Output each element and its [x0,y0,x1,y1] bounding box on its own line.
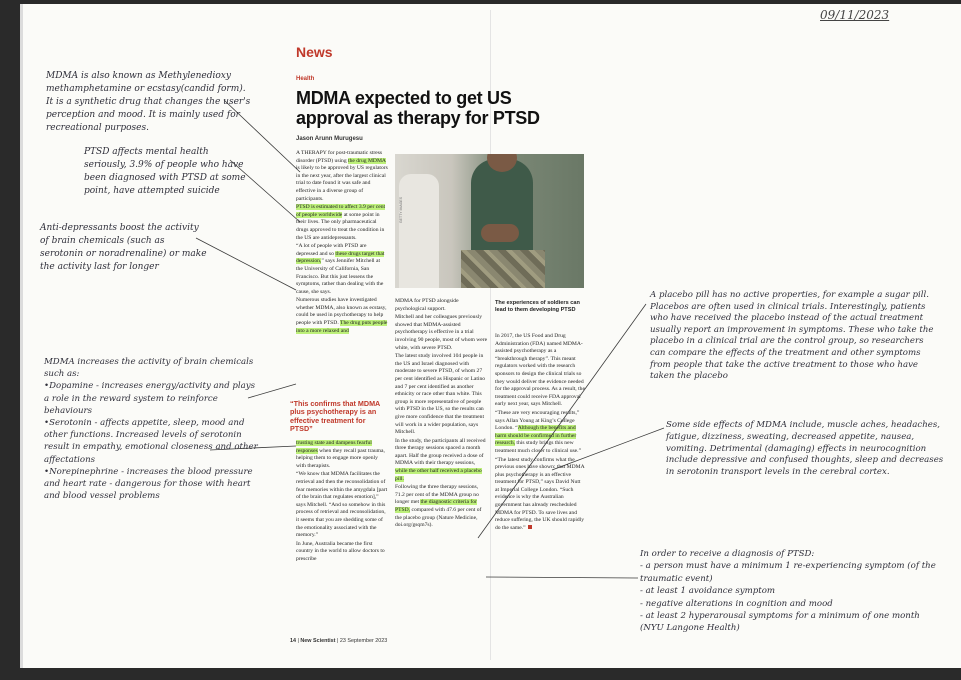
article-column-1b [296,440,388,565]
photo-credit: GETTY IMAGES [399,196,404,224]
article-headline: MDMA expected to get US approval as therapy for PTSD [296,88,540,128]
article-photo [395,154,584,288]
highlighted-text: the diagnostic criteria for PTSD, [395,499,477,514]
footer-page-number: 14 [290,638,296,644]
body-text: at some point in their lives. The only pharmaceutical drugs approved to treat the condition in the US are antidepressants. [296,211,385,241]
note-placebo: A placebo pill has no active properties, for example a sugar pill. Placebos are often used in clinical trials. Interestingly, patients who have received the placebo instead of the actual treatment usually report an improvement in symptoms. These who take the placebo in a clinical trial are the control group, so researchers can compare the effects of the treatment and other symptoms from people that take the active treatment to those who have taken the placebo [650,290,934,382]
body-text: “The latest study confirms what the previous ones have shown: that MDMA plus psychotherapy is an effective treatment for PTSD,” says David Nutt at Imperial College London. “Such evidence is why the Australian government has already rescheduled MDMA for PTSD. To save lives and reduce suffering, the UK should rapidly do the same.” [495,456,585,531]
body-text: A THERAPY for post-traumatic stress disorder (PTSD) using [296,150,383,164]
body-text: is likely to be approved by US regulators in the next year, after the largest clinical trial to date found it was safe and effective in a diverse group of participants. [296,165,388,202]
highlighted-text: The drug puts people into a more relaxed and [296,320,388,334]
highlighted-text: Although the benefits and harm should be confirmed in further research, [495,425,577,447]
body-text: ” says Jennifer Mitchell at the University of California, San Francisco. But this just lessens the symptoms, rather than dealing with the cause, she says. [296,258,384,295]
body-text: Following the three therapy sessions, 71.2 per cent of the MDMA group no longer met [395,484,479,506]
body-text: this study brings this new treatment much closer to clinical use.” [495,440,582,454]
news-article [270,28,585,658]
pull-quote: “This confirms that MDMA plus psychotherapy is an effective treatment for PTSD” [290,399,380,434]
body-text: In the study, the participants all received three therapy sessions spaced a month apart. Half the group received a dose of MDMA with their therapy sessions, [395,437,486,467]
section-title: News [296,44,333,60]
highlighted-text: these drugs target that depression, [296,250,385,265]
body-text: when they recall past trauma, helping them to engage more openly with therapists. [296,447,385,469]
body-text: “A lot of people with PTSD are depressed and so [296,243,367,257]
note-ptsd-diagnosis: In order to receive a diagnosis of PTSD: - a person must have a minimum 1 re-experiencing symptom (of the traumatic event) - at least 1 avoidance symptom - negative alterations in cognition and mood - at least 2 hyperarousal symptoms for a minimum of one month (NYU Langone Health) [640,549,936,634]
body-text: MDMA for PTSD alongside psychological support. [395,298,459,312]
highlighted-text: PTSD is estimated to affect 3.9 per cent of people worldwide [296,204,386,218]
footer-date: 23 September 2023 [339,638,388,644]
highlighted-text: trusting state and dampens fearful responses [296,440,372,454]
body-text: “These are very encouraging results,” says Allan Young at King’s College London. “ [495,409,580,432]
scan-edge-left [0,0,20,680]
body-text: Mitchell and her colleagues previously showed that MDMA-assisted psychotherapy is effective in a trial involving 90 people, most of whom were white, with severe PTSD. [395,314,488,351]
highlighted-text: the drug MDMA [348,157,386,164]
body-text: The latest study involved 104 people in the US and Israel diagnosed with moderate to severe PTSD, of whom 27 per cent identified as Hispanic or Latino and 7 per cent identified as another ethnicity or race other than white. This group is more representative of people with PTSD in the US, so the results can give more confidence that the treatment will work in a wider population, says Mitchell. [395,353,486,436]
body-text: In June, Australia became the first country in the world to allow doctors to prescribe [296,540,385,562]
note-mdma-definition: MDMA is also known as Methylenedioxy methamphetamine or ecstasy(candid form). It is a synthetic drug that changes the user's perception and mood. It is mainly used for recreational purposes. [46,71,251,133]
note-antidepressants: Anti-depressants boost the activity of brain chemicals (such as serotonin or noradrenaline) or make the activity last for longer [40,223,207,272]
article-byline: Jason Arunn Murugesu [296,136,363,142]
article-column-1a [296,150,388,336]
scan-edge-bottom [0,668,961,680]
article-end-mark [528,525,532,529]
note-brain-chemicals: MDMA increases the activity of brain chemicals such as: •Dopamine - increases energy/activity and plays a role in the reward system to reinforce behaviours •Serotonin - affects appetite, sleep, mood and other functions. Increased levels of serotonin result in empathy, emotional closeness and other affectations •Norepinephrine - increases the blood pressure and heart rate - dangerous for those with heart and blood vessel problems [44,357,258,502]
page-footer: 14 | New Scientist | 23 September 2023 [290,638,388,644]
body-text: “We know that MDMA facilitates the retrieval and then the reconsolidation of fear memories within the amygdala [part of the brain that regulates emotion],” says Mitchell. “And so somehow in this process of retrieval and reconsolidation, it seems that you are shedding some of the emotionality associated with the memory.” [296,471,388,539]
photo-caption: The experiences of soldiers can lead to them developing PTSD [495,300,580,313]
article-tag: Health [296,76,315,82]
body-text: Numerous studies have investigated whether MDMA, also known as ecstasy, could be used in psychotherapy to help people with PTSD. [296,297,387,327]
article-column-2 [395,298,488,531]
note-ptsd-suicide: PTSD affects mental health seriously, 3.9% of people who have been diagnosed with PTSD at some point, have attempted suicide [84,147,246,196]
note-side-effects: Some side effects of MDMA include, muscle aches, headaches, fatigue, dizziness, sweating, decreased appetite, nausea, vomiting. Detrimental (damaging) effects in neurocognition include depressive and confused thoughts, sleep and decreases in serotonin transport levels in the cerebral cortex. [666,420,944,478]
handwritten-date: 09/11/2023 [820,8,890,22]
highlighted-text: while the other half received a placebo pill. [395,468,482,482]
body-text: compared with 47.6 per cent of the placebo group (Nature Medicine, doi.org/gsqm7s). [395,507,482,529]
footer-magazine: New Scientist [300,638,336,644]
article-column-3 [495,333,585,533]
body-text: In 2017, the US Food and Drug Administration (FDA) named MDMA-assisted psychotherapy as a “breakthrough therapy”. This meant regulators worked with the research sponsors to design the clinical trials so they would deliver the evidence needed for the approval process. As a result, the treatment could receive FDA approval early next year, says Mitchell. [495,333,585,408]
